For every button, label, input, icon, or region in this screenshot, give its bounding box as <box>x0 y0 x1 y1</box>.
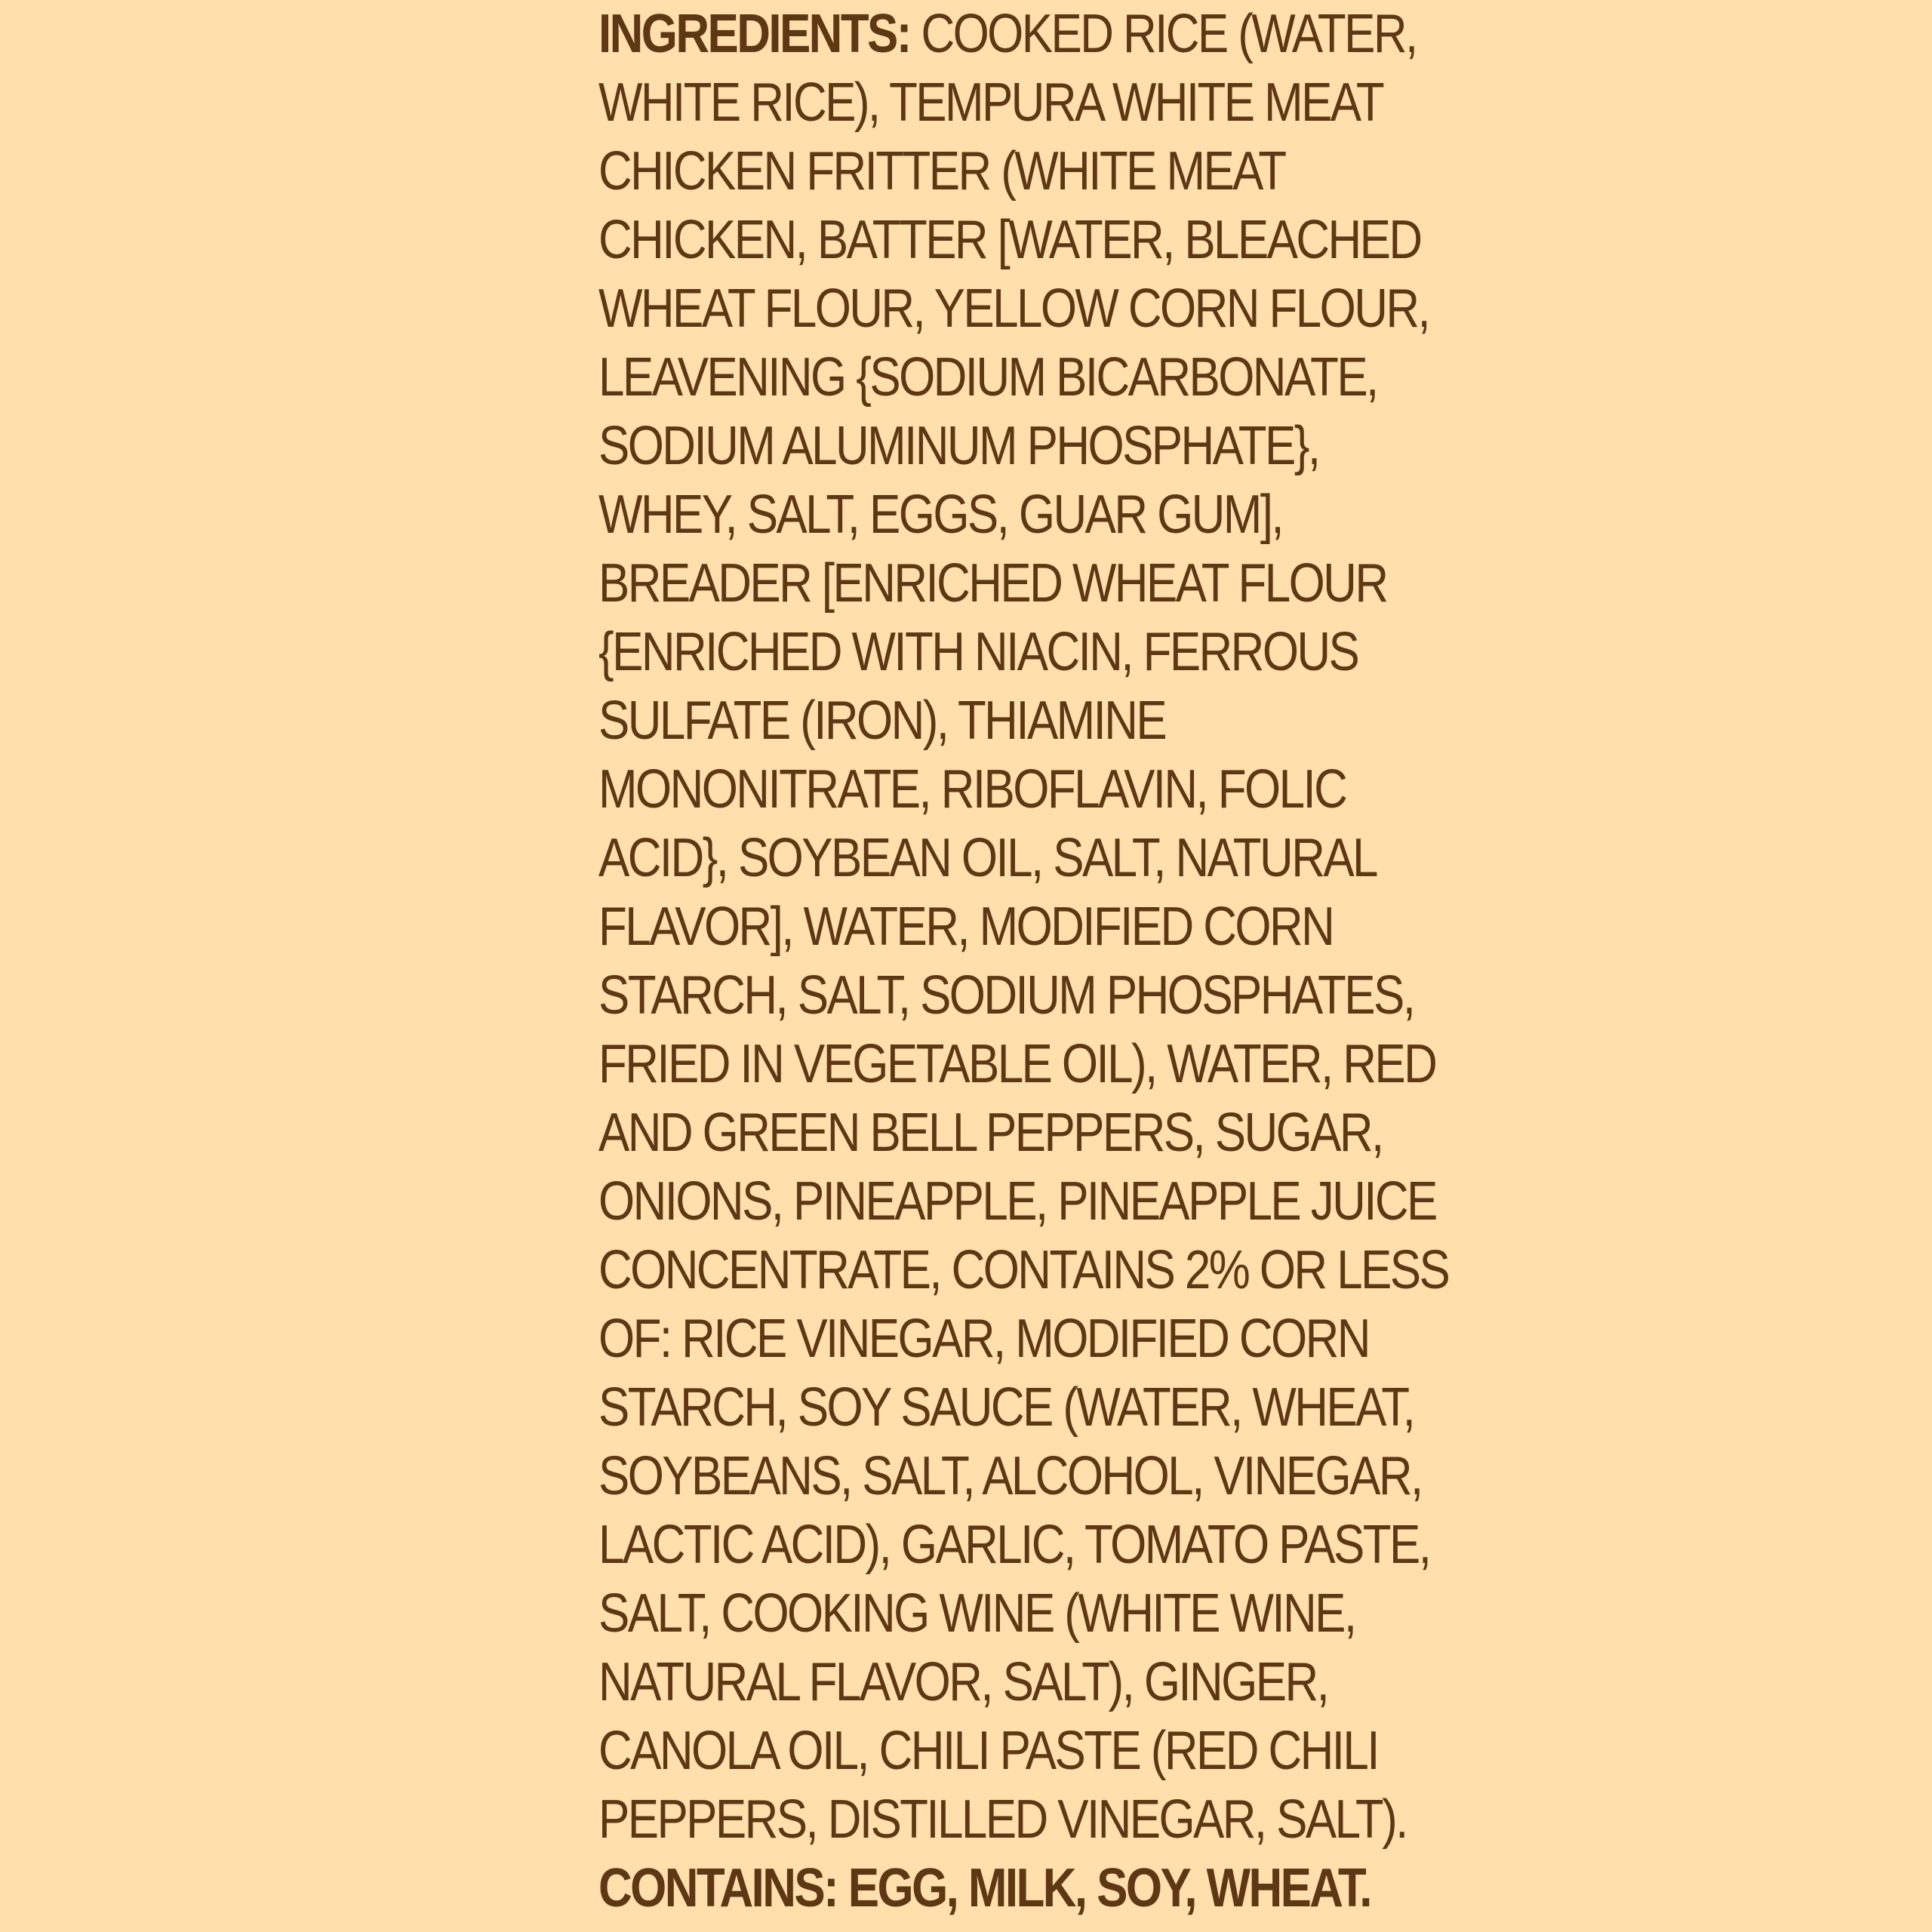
ingredients-line: CHICKEN FRITTER (WHITE MEAT <box>598 141 1285 202</box>
ingredients-line: BREADER [ENRICHED WHEAT FLOUR <box>598 553 1387 614</box>
ingredients-line: SULFATE (IRON), THIAMINE <box>598 691 1166 751</box>
ingredients-line: MONONITRATE, RIBOFLAVIN, FOLIC <box>598 759 1346 820</box>
ingredients-line: LACTIC ACID), GARLIC, TOMATO PASTE, <box>598 1515 1430 1575</box>
ingredients-line: LEAVENING {SODIUM BICARBONATE, <box>598 347 1377 408</box>
ingredients-line: AND GREEN BELL PEPPERS, SUGAR, <box>598 1103 1383 1163</box>
ingredients-line: FRIED IN VEGETABLE OIL), WATER, RED <box>598 1034 1436 1094</box>
ingredients-line: SODIUM ALUMINUM PHOSPHATE}, <box>598 416 1319 476</box>
ingredients-line: SOYBEANS, SALT, ALCOHOL, VINEGAR, <box>598 1446 1422 1506</box>
ingredients-line: SALT, COOKING WINE (WHITE WINE, <box>598 1583 1355 1644</box>
ingredients-line: {ENRICHED WITH NIACIN, FERROUS <box>598 622 1358 682</box>
ingredients-line: PEPPERS, DISTILLED VINEGAR, SALT). <box>598 1789 1407 1850</box>
ingredients-line: ONIONS, PINEAPPLE, PINEAPPLE JUICE <box>598 1171 1436 1232</box>
ingredients-line: STARCH, SOY SAUCE (WATER, WHEAT, <box>598 1377 1414 1438</box>
ingredients-line: WHEY, SALT, EGGS, GUAR GUM], <box>598 485 1283 545</box>
ingredients-heading: INGREDIENTS: <box>598 4 910 64</box>
ingredients-line: CHICKEN, BATTER [WATER, BLEACHED <box>598 210 1421 270</box>
ingredients-line: FLAVOR], WATER, MODIFIED CORN <box>598 897 1334 957</box>
ingredients-line: CANOLA OIL, CHILI PASTE (RED CHILI <box>598 1721 1378 1781</box>
ingredients-line: NATURAL FLAVOR, SALT), GINGER, <box>598 1652 1328 1712</box>
ingredients-label <box>598 0 1449 1932</box>
ingredients-line: OF: RICE VINEGAR, MODIFIED CORN <box>598 1309 1369 1369</box>
ingredients-line: ACID}, SOYBEAN OIL, SALT, NATURAL <box>598 828 1377 888</box>
allergen-statement: CONTAINS: EGG, MILK, SOY, WHEAT. <box>598 1858 1371 1918</box>
ingredients-line-0 <box>598 0 1417 69</box>
ingredients-line-0-text: COOKED RICE (WATER, <box>921 4 1417 64</box>
ingredients-line: STARCH, SALT, SODIUM PHOSPHATES, <box>598 965 1414 1026</box>
ingredients-line: WHEAT FLOUR, YELLOW CORN FLOUR, <box>598 278 1429 339</box>
ingredients-line: CONCENTRATE, CONTAINS 2% OR LESS <box>598 1240 1449 1300</box>
ingredients-line: WHITE RICE), TEMPURA WHITE MEAT <box>598 72 1383 133</box>
